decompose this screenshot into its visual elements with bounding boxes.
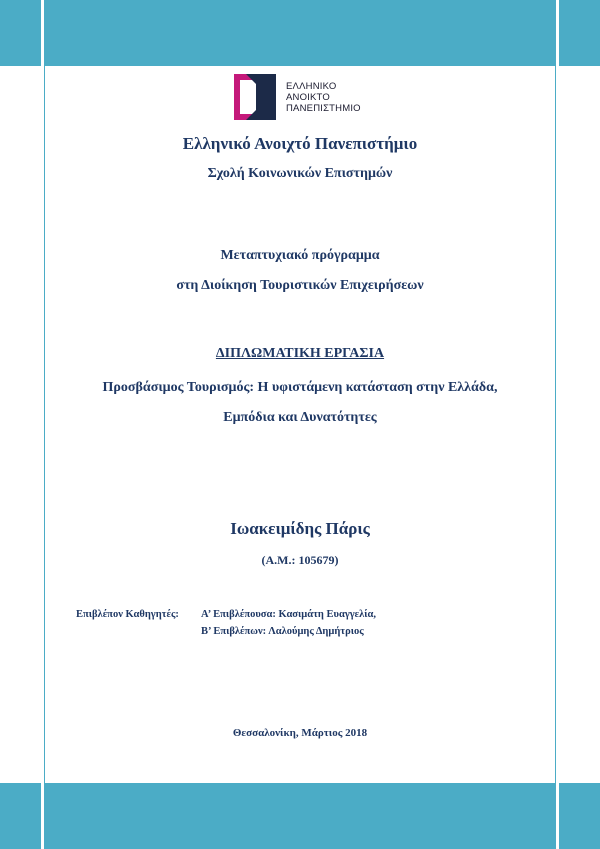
bottom-footer-band <box>0 783 600 849</box>
university-name: Ελληνικό Ανοιχτό Πανεπιστήμιο <box>182 134 418 153</box>
logo-line: ΑΝΟΙΚΤΟ <box>286 92 330 103</box>
logo-text <box>286 81 361 114</box>
first-supervisor: Α’ Επιβλέπουσα: Κασιμάτη Ευαγγελία, <box>201 609 377 620</box>
thesis-title-line-1: Προσβάσιμος Τουρισμός: Η υφιστάμενη κατάσταση στην Ελλάδα, <box>102 380 498 395</box>
supervisors-label: Επιβλέπον Καθηγητές: <box>76 609 179 620</box>
university-logo <box>232 72 382 122</box>
right-frame-gap <box>556 0 559 849</box>
thesis-title-line-2: Εμπόδια και Δυνατότητες <box>223 410 377 425</box>
logo-mark-icon <box>232 72 284 122</box>
registration-number: (Α.Μ.: 105679) <box>261 553 339 567</box>
logo-line: ΠΑΝΕΠΙΣΤΗΜΙΟ <box>286 103 361 114</box>
place-date: Θεσσαλονίκη, Μάρτιος 2018 <box>232 727 368 739</box>
author-name: Ιωακειμίδης Πάρις <box>230 519 370 538</box>
program-line-1: Μεταπτυχιακό πρόγραμμα <box>220 248 380 263</box>
school-name: Σχολή Κοινωνικών Επιστημών <box>207 166 393 181</box>
top-header-band <box>0 0 600 66</box>
thesis-label: ΔΙΠΛΩΜΑΤΙΚΗ ΕΡΓΑΣΙΑ <box>215 346 385 361</box>
second-supervisor: Β’ Επιβλέπων: Λαλούμης Δημήτριος <box>201 626 364 637</box>
program-line-2: στη Διοίκηση Τουριστικών Επιχειρήσεων <box>176 278 424 293</box>
logo-line: ΕΛΛΗΝΙΚΟ <box>286 81 337 92</box>
